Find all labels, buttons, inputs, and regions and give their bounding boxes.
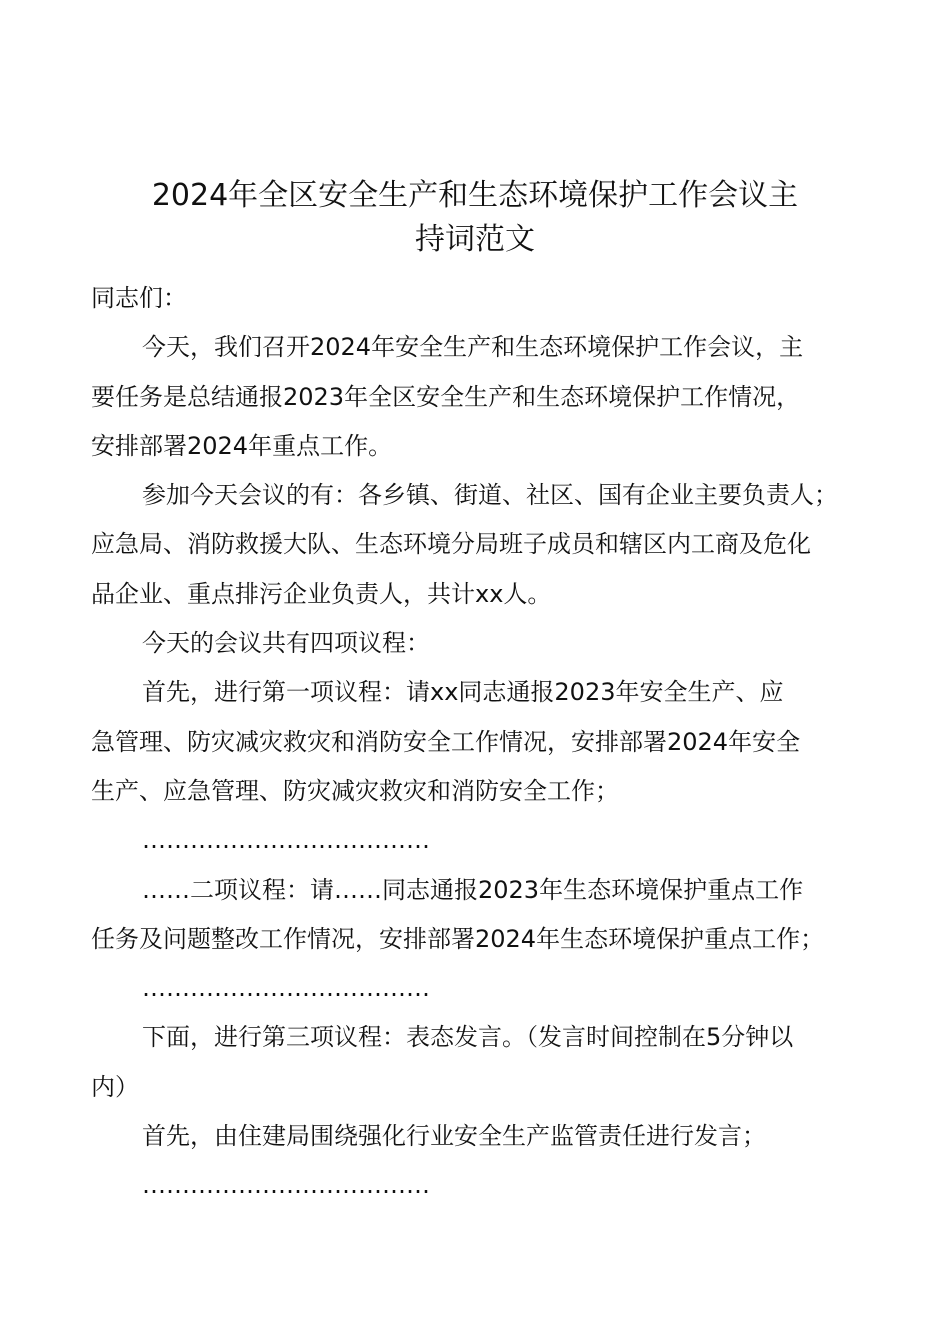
text-line: 安排部署2024年重点工作。 — [91, 431, 393, 460]
text-line: 要任务是总结通报2023年全区安全生产和生态环境保护工作情况， — [91, 382, 801, 411]
text-line: 应急局、消防救援大队、生态环境分局班子成员和辖区内工商及危化 — [91, 530, 811, 559]
text-line: 下面，进行第三项议程：表态发言。（发言时间控制在5分钟以 — [142, 1023, 794, 1052]
ellipsis-line: ……………………………… — [142, 826, 430, 855]
text-line: 任务及问题整改工作情况，安排部署2024年生态环境保护重点工作； — [91, 924, 825, 953]
text-line: 参加今天会议的有：各乡镇、街道、社区、国有企业主要负责人； — [142, 481, 838, 510]
text-line: 生产、应急管理、防灾减灾救灾和消防安全工作； — [91, 776, 619, 805]
text-line: 今天的会议共有四项议程： — [142, 629, 430, 658]
document-body — [91, 274, 891, 1211]
document-title — [80, 174, 870, 262]
text-line: 内） — [91, 1072, 139, 1101]
text-line: ……二项议程：请……同志通报2023年生态环境保护重点工作 — [142, 875, 804, 904]
text-line: 首先，进行第一项议程：请xx同志通报2023年安全生产、应 — [142, 678, 784, 707]
text-line: 同志们： — [91, 284, 187, 312]
ellipsis-line: ……………………………… — [142, 974, 430, 1003]
text-line: 急管理、防灾减灾救灾和消防安全工作情况，安排部署2024年安全 — [91, 727, 801, 756]
text-line: 首先，由住建局围绕强化行业安全生产监管责任进行发言； — [142, 1122, 766, 1151]
title-line-1: 2024年全区安全生产和生态环境保护工作会议主 — [151, 178, 799, 213]
text-line: 今天，我们召开2024年安全生产和生态环境保护工作会议，主 — [142, 333, 804, 362]
title-line-2: 持词范文 — [415, 222, 535, 257]
ellipsis-line: ……………………………… — [142, 1171, 430, 1200]
text-line: 品企业、重点排污企业负责人，共计xx人。 — [91, 579, 552, 608]
